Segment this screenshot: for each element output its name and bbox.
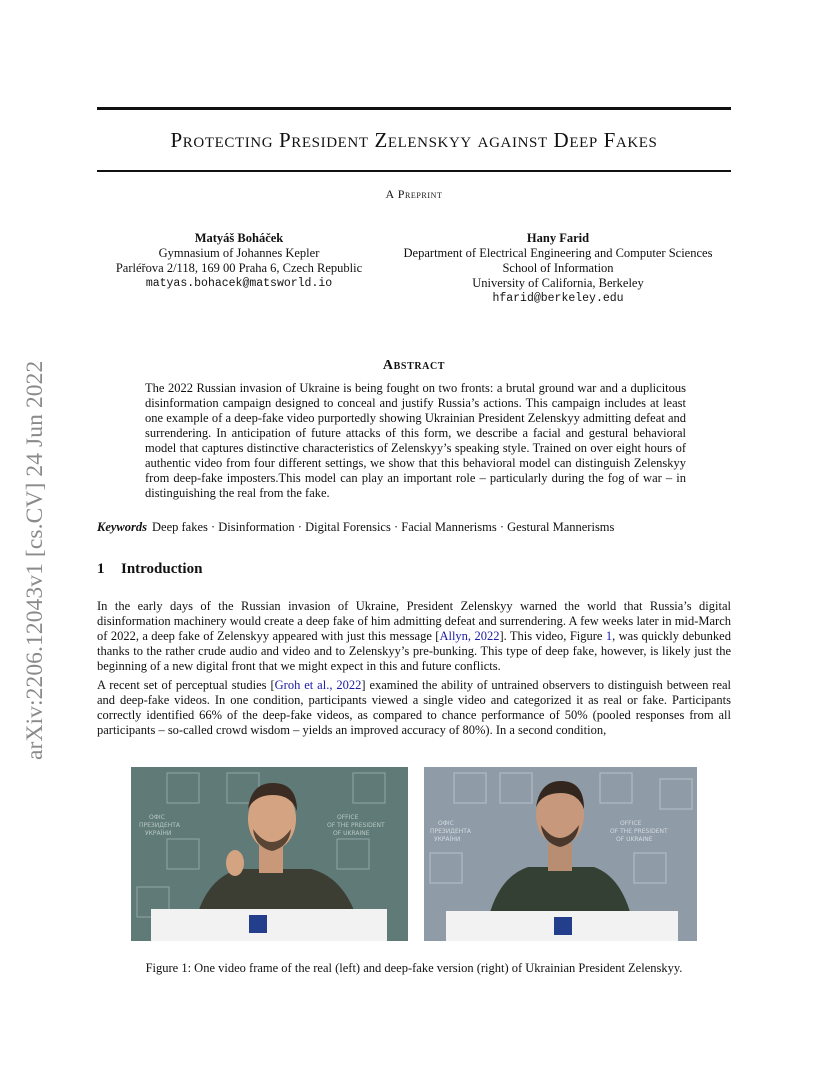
- real-frame-illustration: [131, 767, 408, 941]
- author-email[interactable]: hfarid@berkeley.edu: [492, 292, 624, 305]
- preprint-label: A Preprint: [385, 187, 443, 201]
- backdrop-text: ПРЕЗИДЕНТА: [430, 828, 472, 835]
- backdrop-text: OF THE PRESIDENT: [610, 828, 668, 835]
- backdrop-text: УКРАЇНИ: [434, 836, 461, 843]
- backdrop-text: OF UKRAINE: [616, 836, 653, 843]
- arxiv-side-stamp: arXiv:2206.12043v1 [cs.CV] 24 Jun 2022: [22, 360, 48, 760]
- title-rule-bottom: [97, 170, 731, 172]
- paragraph-text: ] examined the ability of untrained observers to distinguish between real and deep-fake videos. In one condition, participants viewed a single video and categorized it as real or fake. Participants correctly identified 66% of the deep-fake videos, as compared to chance performance of 50% (pooled responses from all participants – so-called crowd wisdom – yields an improved accuracy of 80%). In a second condition,: [97, 678, 732, 737]
- author-affiliation-line: University of California, Berkeley: [472, 276, 644, 290]
- author-name: Hany Farid: [526, 231, 590, 245]
- section-number: 1: [97, 561, 105, 577]
- intro-paragraph-2: [97, 678, 731, 738]
- backdrop-text: ОФІС: [438, 820, 454, 827]
- paragraph-text: In the early days of the Russian invasion of Ukraine, President Zelenskyy warned the world that Russia’s digital disinformation machinery would create a deep fake of him admitting defeat and surrendering. A few weeks later in mid-March of 2022, a deep fake of Zelenskyy appeared with just this message [: [97, 599, 731, 643]
- backdrop-text: ПРЕЗИДЕНТА: [139, 822, 181, 829]
- figure-ref-link[interactable]: 1: [605, 629, 613, 643]
- author-affiliation-line: Department of Electrical Engineering and Computer Sciences: [403, 246, 713, 260]
- section-title: Introduction: [121, 561, 203, 577]
- backdrop-text: УКРАЇНИ: [145, 830, 172, 837]
- author-affiliation-line: Gymnasium of Johannes Kepler: [158, 246, 320, 260]
- figure-caption: Figure 1: One video frame of the real (left) and deep-fake version (right) of Ukrainian President Zelenskyy.: [145, 961, 683, 975]
- author-name: Matyáš Boháček: [194, 231, 284, 245]
- paper-title: Protecting President Zelenskyy against Deep Fakes: [170, 128, 658, 152]
- backdrop-text: ОФІС: [149, 814, 165, 821]
- citation-link[interactable]: Allyn, 2022: [439, 629, 500, 643]
- keywords-line: [97, 520, 731, 535]
- author-affiliation-line: School of Information: [502, 261, 614, 275]
- backdrop-text: OF THE PRESIDENT: [327, 822, 385, 829]
- backdrop-text: OFFICE: [620, 820, 642, 827]
- citation-link[interactable]: Groh et al., 2022: [274, 678, 362, 692]
- abstract-text: The 2022 Russian invasion of Ukraine is being fought on two fronts: a brutal ground war and a duplicitous disinformation campaign designed to conceal and justify Russia’s actions. This campaign includes at least one example of a deep-fake video purportedly showing Ukrainian President Zelenskyy admitting defeat and surrendering. In anticipation of future attacks of this form, we describe a facial and gestural behavioral model that captures distinctive characteristics of Zelenskyy’s speaking style. Trained on over eight hours of authentic video from four different settings, we show that this behavioral model can distinguish Zelenskyy from deep-fake imposters.This model can play an important role – particularly during the fog of war – in distinguishing the real from the fake.: [145, 381, 686, 500]
- author-email[interactable]: matyas.bohacek@matsworld.io: [145, 277, 333, 290]
- author-block-2: [385, 231, 731, 306]
- figure-fake-frame: [424, 767, 697, 941]
- keywords-label: Keywords: [97, 520, 147, 534]
- figure-real-frame: [131, 767, 408, 941]
- section-heading: [97, 561, 202, 578]
- keywords-text: Deep fakes · Disinformation · Digital Forensics · Facial Mannerisms · Gestural Mannerisms: [152, 520, 615, 534]
- paragraph-text: A recent set of perceptual studies [: [97, 678, 275, 692]
- paragraph-text: , was quickly debunked thanks to the rather crude audio and video and to Zelenskyy’s pre-bunking. This type of deep fake, however, is likely just the beginning of a new digital front that we might expect in this and future conflicts.: [97, 629, 731, 673]
- title-rule-top: [97, 107, 731, 110]
- paragraph-text: ]. This video, Figure: [499, 629, 606, 643]
- backdrop-text: OF UKRAINE: [333, 830, 370, 837]
- abstract-heading: Abstract: [382, 358, 446, 373]
- backdrop-text: OFFICE: [337, 814, 359, 821]
- author-affiliation-line: Parléřova 2/118, 169 00 Praha 6, Czech Republic: [115, 261, 363, 275]
- author-block-1: [97, 231, 381, 291]
- intro-paragraph-1: [97, 599, 731, 674]
- fake-frame-illustration: [424, 767, 697, 941]
